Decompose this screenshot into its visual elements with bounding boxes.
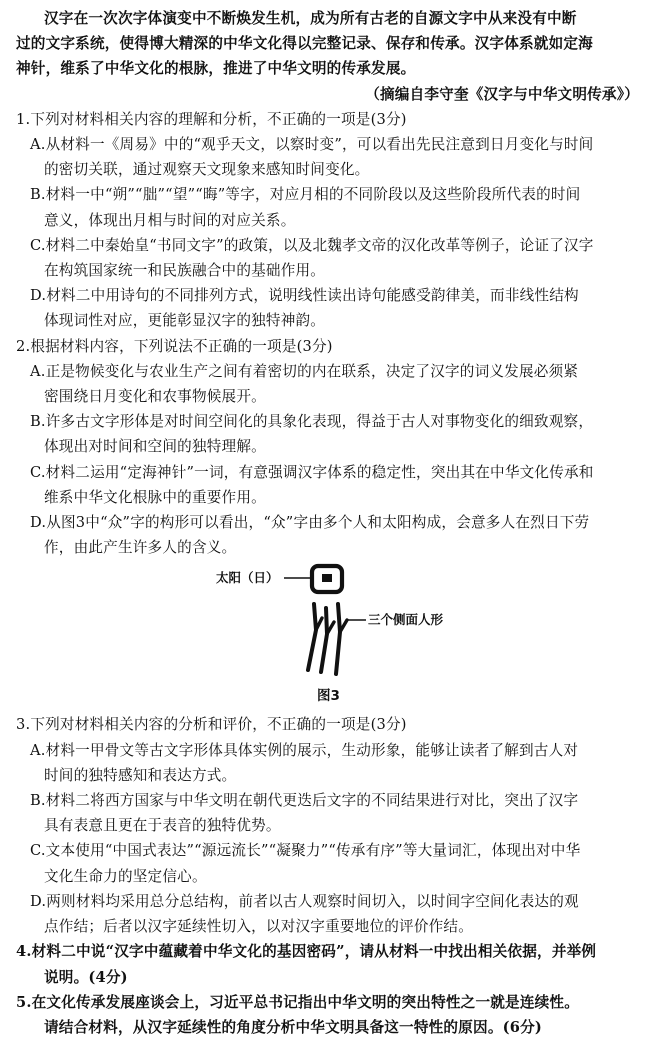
intro-paragraph	[16, 6, 643, 107]
question-2	[16, 334, 643, 561]
option-b-cont: 意义，体现出月相与时间的对应关系。	[44, 211, 296, 229]
question-stem: 3.下列对材料相关内容的分析和评价，不正确的一项是(3分)	[16, 716, 407, 734]
option-d-cont: 体现词性对应，更能彰显汉字的独特神韵。	[44, 312, 326, 330]
option-d: D.材料二中用诗句的不同排列方式，说明线性读出诗句能感受韵律美，而非线性结构	[30, 287, 579, 305]
option-c-cont: 文化生命力的坚定信心。	[44, 867, 207, 885]
question-5	[16, 990, 643, 1040]
sun-inner-mark	[322, 574, 332, 582]
option-c-cont: 在构筑国家统一和民族融合中的基础作用。	[44, 262, 326, 280]
intro-line: 神针，维系了中华文化的根脉，推进了中华文明的传承发展。	[16, 60, 416, 78]
option-a: A.材料一甲骨文等古文字形体具体实例的展示，生动形象，能够让读者了解到古人对	[30, 741, 579, 759]
option-d: D.两则材料均采用总分总结构，前者以古人观察时间切入，以时间字空间化表达的观	[30, 892, 579, 910]
option-c: C.文本使用“中国式表达”“源远流长”“凝聚力”“传承有序”等大量词汇，体现出对中华	[30, 842, 581, 860]
option-a: A.正是物候变化与农业生产之间有着密切的内在联系，决定了汉字的词义发展必须紧	[30, 362, 579, 380]
option-b: B.材料二将西方国家与中华文明在朝代更迭后文字的不同结果进行对比，突出了汉字	[30, 792, 579, 810]
option-d-cont: 作，由此产生许多人的含义。	[44, 539, 237, 557]
question-stem: 2.根据材料内容，下列说法不正确的一项是(3分)	[16, 337, 333, 355]
option-a: A.从材料一《周易》中的“观乎天文，以察时变”，可以看出先民注意到日月变化与时间	[30, 136, 594, 154]
option-a-cont: 的密切关联，通过观察天文现象来感知时间变化。	[44, 161, 370, 179]
option-b: B.材料一中“朔”“朏”“望”“晦”等字，对应月相的不同阶段以及这些阶段所代表的时间	[30, 186, 581, 204]
option-c-cont: 维系中华文化根脉中的重要作用。	[44, 488, 266, 506]
option-c: C.材料二中秦始皇“书同文字”的政策，以及北魏孝文帝的汉化改革等例子，论证了汉字	[30, 236, 594, 254]
option-b: B.许多古文字形体是对时间空间化的具象化表现，得益于古人对事物变化的细致观察，	[30, 413, 594, 431]
option-b-cont: 体现出对时间和空间的独特理解。	[44, 438, 266, 456]
question-stem: 4.材料二中说“汉字中蕴藏着中华文化的基因密码”，请从材料一中找出相关依据，并举例	[16, 943, 597, 961]
question-stem: 1.下列对材料相关内容的理解和分析，不正确的一项是(3分)	[16, 110, 407, 128]
person-1	[308, 604, 316, 670]
option-b-cont: 具有表意且更在于表音的独特优势。	[44, 817, 281, 835]
question-3	[16, 712, 643, 939]
figure-caption: 图3	[317, 688, 340, 705]
question-4	[16, 939, 643, 989]
option-a-cont: 密围绕日月变化和农事物候展开。	[44, 388, 266, 406]
option-a-cont: 时间的独特感知和表达方式。	[44, 766, 237, 784]
question-stem-cont: 说明。(4分)	[44, 968, 128, 986]
people-label: 三个侧面人形	[368, 612, 444, 628]
source-citation: （摘编自李守奎《汉字与中华文明传承》）	[365, 85, 639, 103]
option-c: C.材料二运用“定海神针”一词，有意强调汉字体系的稳定性，突出其在中华文化传承和	[30, 463, 594, 481]
person-3	[336, 604, 340, 674]
question-stem: 5.在文化传承发展座谈会上，习近平总书记指出中华文明的突出特性之一就是连续性。	[16, 993, 580, 1011]
intro-line: 过的文字系统，使得博大精深的中华文化得以完整记录、保存和传承。汉字体系就如定海	[16, 35, 593, 53]
option-d-cont: 点作结；后者以汉字延续性切入，以对汉字重要地位的评价作结。	[44, 918, 474, 936]
figure-3	[16, 560, 643, 712]
question-1	[16, 107, 643, 334]
question-stem-cont: 请结合材料，从汉字延续性的角度分析中华文明具备这一特性的原因。(6分)	[44, 1018, 542, 1036]
option-d: D.从图3中“众”字的构形可以看出，“众”字由多个人和太阳构成，会意多人在烈日下劳	[30, 514, 590, 532]
sun-label: 太阳（日）	[216, 570, 279, 586]
intro-line: 汉字在一次次字体演变中不断焕发生机，成为所有古老的自源文字中从来没有中断	[44, 10, 577, 27]
